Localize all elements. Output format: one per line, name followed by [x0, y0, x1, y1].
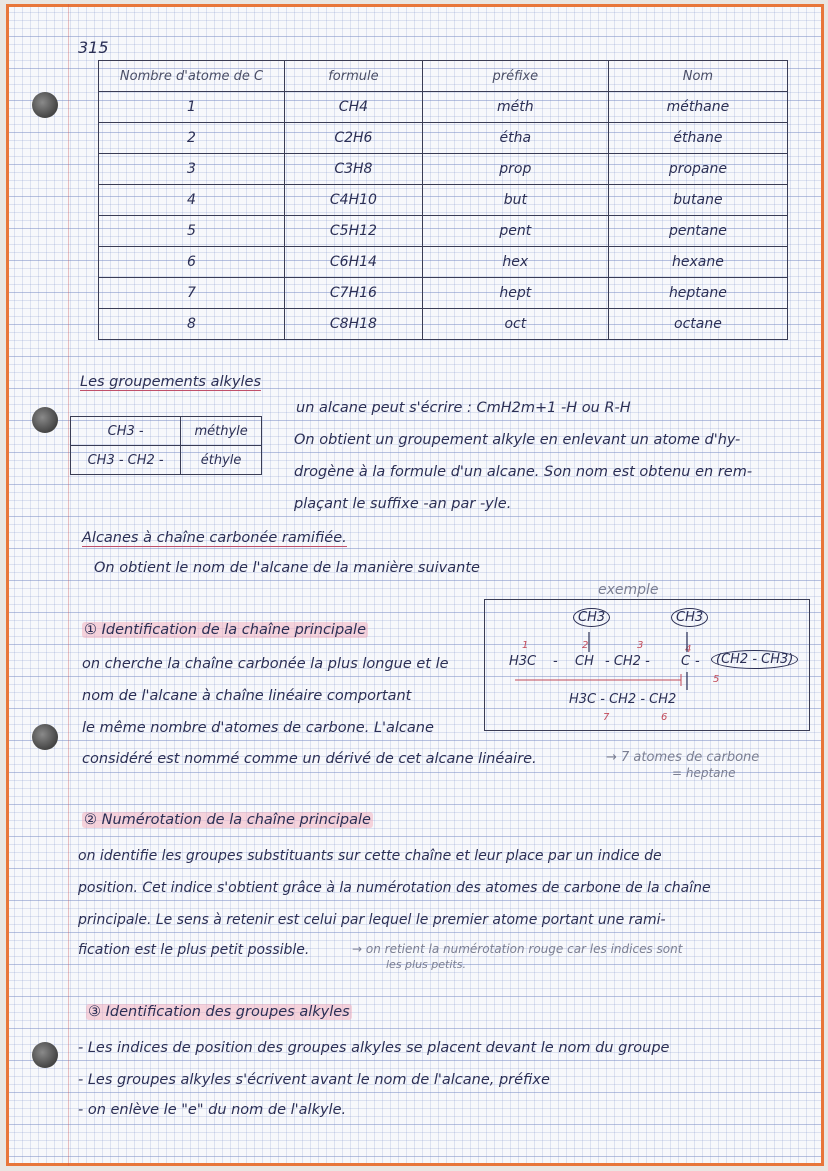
carbon-number: 4: [685, 644, 692, 655]
atom-ch2: - CH2 -: [605, 654, 650, 669]
notebook-page: [6, 4, 824, 1166]
alkyl-line: un alcane peut s'écrire : CmH2m+1 -H ou R-H: [296, 400, 631, 416]
table-row: [71, 417, 262, 446]
step2-line: fication est le plus petit possible.: [78, 942, 310, 958]
atom-h3c: H3C: [509, 654, 537, 669]
step2-line: principale. Le sens à retenir est celui par lequel le premier atome portant une rami-: [78, 912, 666, 928]
alkyl-formula: CH3 -: [71, 417, 181, 446]
alkane-table: [98, 60, 788, 340]
example-label: exemple: [598, 582, 659, 598]
alkyl-line: plaçant le suffixe -an par -yle.: [294, 496, 512, 512]
carbon-count-cell: 4: [99, 185, 285, 216]
alkyl-line: On obtient un groupement alkyle en enlevant un atome d'hy-: [294, 432, 741, 448]
name-cell: hexane: [608, 247, 787, 278]
page-number: 315: [78, 38, 109, 57]
bond: -: [553, 654, 558, 669]
section-title-alkyl: Les groupements alkyles: [80, 374, 261, 390]
formula-cell: C3H8: [285, 154, 423, 185]
name-cell: méthane: [608, 92, 787, 123]
prefix-cell: méth: [422, 92, 608, 123]
step2-note: les plus petits.: [386, 958, 466, 971]
carbon-number: 2: [582, 640, 589, 651]
alkyl-name: éthyle: [181, 446, 262, 475]
carbon-number: 7: [603, 712, 610, 723]
branched-intro: On obtient le nom de l'alcane de la manière suivante: [94, 560, 480, 576]
table-row: [99, 247, 788, 278]
atom-ch: CH: [575, 654, 594, 669]
bond: -: [695, 654, 700, 669]
carbon-count-cell: 8: [99, 309, 285, 340]
prefix-cell: but: [422, 185, 608, 216]
carbon-number: 5: [713, 674, 720, 685]
carbon-number: 3: [637, 640, 644, 651]
step2-note: → on retient la numérotation rouge car les indices sont: [352, 942, 683, 956]
alkyl-formula: CH3 - CH2 -: [71, 446, 181, 475]
table-row: [99, 123, 788, 154]
step2-line: position. Cet indice s'obtient grâce à la numérotation des atomes de carbone de la chaîne: [78, 880, 711, 896]
step1-line: on cherche la chaîne carbonée la plus longue et le: [82, 656, 449, 672]
prefix-cell: prop: [422, 154, 608, 185]
formula-cell: C6H14: [285, 247, 423, 278]
table-row: [99, 154, 788, 185]
formula-cell: C8H18: [285, 309, 423, 340]
bottom-chain: H3C - CH2 - CH2: [569, 692, 677, 707]
carbon-count-cell: 3: [99, 154, 285, 185]
alkyl-table: [70, 416, 262, 475]
table-row: [99, 92, 788, 123]
step3-line: - Les groupes alkyles s'écrivent avant le nom de l'alcane, préfixe: [78, 1072, 550, 1088]
table-row: [99, 278, 788, 309]
step2-title: ② Numérotation de la chaîne principale: [84, 812, 371, 828]
formula-cell: C7H16: [285, 278, 423, 309]
carbon-count-cell: 7: [99, 278, 285, 309]
ethyl-group: (CH2 - CH3): [711, 650, 798, 669]
table-row: [99, 185, 788, 216]
formula-cell: CH4: [285, 92, 423, 123]
carbon-number: 6: [661, 712, 668, 723]
name-cell: butane: [608, 185, 787, 216]
alkyl-line: drogène à la formule d'un alcane. Son nom est obtenu en rem-: [294, 464, 753, 480]
table-row: [71, 446, 262, 475]
carbon-count-cell: 5: [99, 216, 285, 247]
example-box: [484, 599, 810, 731]
prefix-cell: hex: [422, 247, 608, 278]
carbon-count-cell: 6: [99, 247, 285, 278]
name-cell: heptane: [608, 278, 787, 309]
alkyl-name: méthyle: [181, 417, 262, 446]
binder-hole: [32, 1042, 58, 1068]
step3-line: - on enlève le "e" du nom de l'alkyle.: [78, 1102, 347, 1118]
carbon-count-cell: 2: [99, 123, 285, 154]
substituent-ch3: CH3: [671, 608, 708, 627]
name-cell: octane: [608, 309, 787, 340]
formula-cell: C2H6: [285, 123, 423, 154]
formula-cell: C5H12: [285, 216, 423, 247]
margin-line: [68, 4, 69, 1166]
binder-hole: [32, 407, 58, 433]
name-cell: propane: [608, 154, 787, 185]
example-note: → 7 atomes de carbone: [606, 750, 760, 765]
atom-c: C: [681, 654, 691, 669]
carbon-count-cell: 1: [99, 92, 285, 123]
header-cell: formule: [285, 61, 423, 92]
step1-title: ① Identification de la chaîne principale: [84, 622, 366, 638]
step3-line: - Les indices de position des groupes alkyles se placent devant le nom du groupe: [78, 1040, 670, 1056]
table-row: [99, 216, 788, 247]
header-cell: Nombre d'atome de C: [99, 61, 285, 92]
bond-lines: [485, 600, 809, 730]
carbon-number: 1: [522, 640, 529, 651]
prefix-cell: pent: [422, 216, 608, 247]
section-title-branched: Alcanes à chaîne carbonée ramifiée.: [82, 530, 347, 546]
example-note: = heptane: [672, 766, 736, 780]
step2-line: on identifie les groupes substituants sur cette chaîne et leur place par un indice de: [78, 848, 662, 864]
binder-hole: [32, 724, 58, 750]
formula-cell: C4H10: [285, 185, 423, 216]
step1-line: considéré est nommé comme un dérivé de cet alcane linéaire.: [82, 751, 537, 767]
table-header-row: [99, 61, 788, 92]
prefix-cell: oct: [422, 309, 608, 340]
name-cell: pentane: [608, 216, 787, 247]
header-cell: Nom: [608, 61, 787, 92]
prefix-cell: étha: [422, 123, 608, 154]
substituent-ch3: CH3: [573, 608, 610, 627]
step1-line: le même nombre d'atomes de carbone. L'alcane: [82, 720, 434, 736]
step1-line: nom de l'alcane à chaîne linéaire comportant: [82, 688, 412, 704]
step3-title: ③ Identification des groupes alkyles: [88, 1004, 350, 1020]
header-cell: préfixe: [422, 61, 608, 92]
prefix-cell: hept: [422, 278, 608, 309]
table-row: [99, 309, 788, 340]
binder-hole: [32, 92, 58, 118]
name-cell: éthane: [608, 123, 787, 154]
